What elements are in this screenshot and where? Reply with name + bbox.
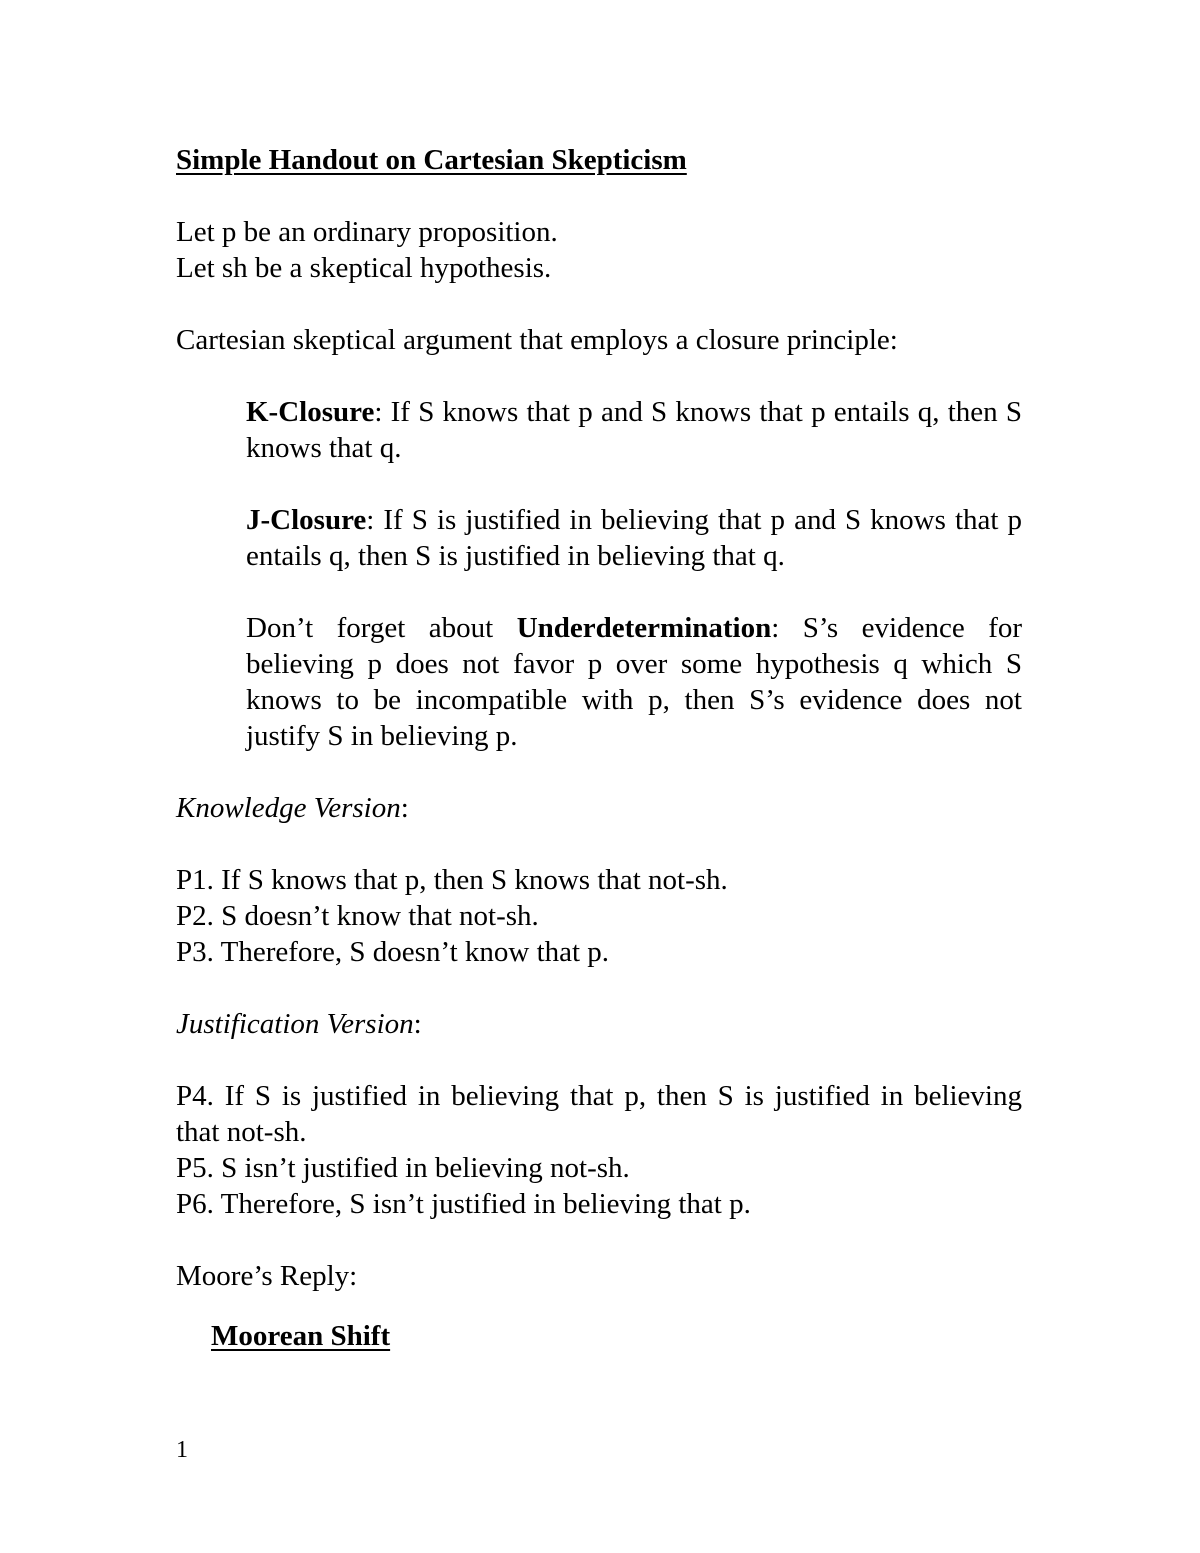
moorean-shift-heading: Moorean Shift — [211, 1320, 391, 1352]
handout-page — [176, 142, 1022, 1354]
j-closure-label: J-Closure — [246, 504, 367, 536]
premise-p3: P3. Therefore, S doesn’t know that p. — [176, 936, 610, 968]
spacer — [176, 970, 1022, 1006]
intro-line-2: Let sh be a skeptical hypothesis. — [176, 252, 552, 284]
justification-version-label: Justification Version — [176, 1008, 414, 1040]
k-closure-label: K-Closure — [246, 396, 375, 428]
underdetermination-label: Underdetermination — [516, 612, 772, 644]
spacer — [176, 1042, 1022, 1078]
premise-p5: P5. S isn’t justified in believing not-sh. — [176, 1152, 630, 1184]
underdetermination-text: : S’s evidence for believing p does not favor p over some hypothesis q which S knows to be incompatible with p, then S’s evidence does not justify S in believing p. — [246, 612, 1023, 752]
j-closure-text: : If S is justified in believing that p and S knows that p entails q, then S is justified in believing that q. — [246, 504, 1022, 572]
knowledge-version-heading — [176, 790, 1022, 826]
k-closure-paragraph — [246, 394, 1022, 466]
spacer — [176, 286, 1022, 322]
spacer — [176, 754, 1022, 790]
spacer — [176, 1222, 1022, 1258]
premise-p4-block — [176, 1078, 1022, 1150]
underdetermination-paragraph — [246, 610, 1022, 754]
underdetermination-prefix: Don’t forget about — [246, 612, 517, 644]
justification-version-heading — [176, 1006, 1022, 1042]
page-number: 1 — [176, 1437, 188, 1463]
premise-p6: P6. Therefore, S isn’t justified in believing that p. — [176, 1188, 751, 1220]
spacer — [176, 826, 1022, 862]
justification-version-colon: : — [413, 1008, 422, 1040]
page-title: Simple Handout on Cartesian Skepticism — [176, 144, 687, 176]
intro-line-1: Let p be an ordinary proposition. — [176, 216, 558, 248]
spacer — [176, 178, 1022, 214]
k-closure-text: : If S knows that p and S knows that p entails q, then S knows that q. — [246, 396, 1022, 464]
knowledge-version-label: Knowledge Version — [176, 792, 401, 824]
premise-p4: P4. If S is justified in believing that p, then S is justified in believing that not-sh. — [176, 1080, 1022, 1148]
moore-reply: Moore’s Reply: — [176, 1260, 358, 1292]
knowledge-version-colon: : — [400, 792, 409, 824]
spacer — [176, 466, 1022, 502]
premise-p1: P1. If S knows that p, then S knows that not-sh. — [176, 864, 728, 896]
spacer — [176, 574, 1022, 610]
premise-p2: P2. S doesn’t know that not-sh. — [176, 900, 539, 932]
argument-intro: Cartesian skeptical argument that employs a closure principle: — [176, 324, 898, 356]
j-closure-paragraph — [246, 502, 1022, 574]
spacer — [176, 358, 1022, 394]
